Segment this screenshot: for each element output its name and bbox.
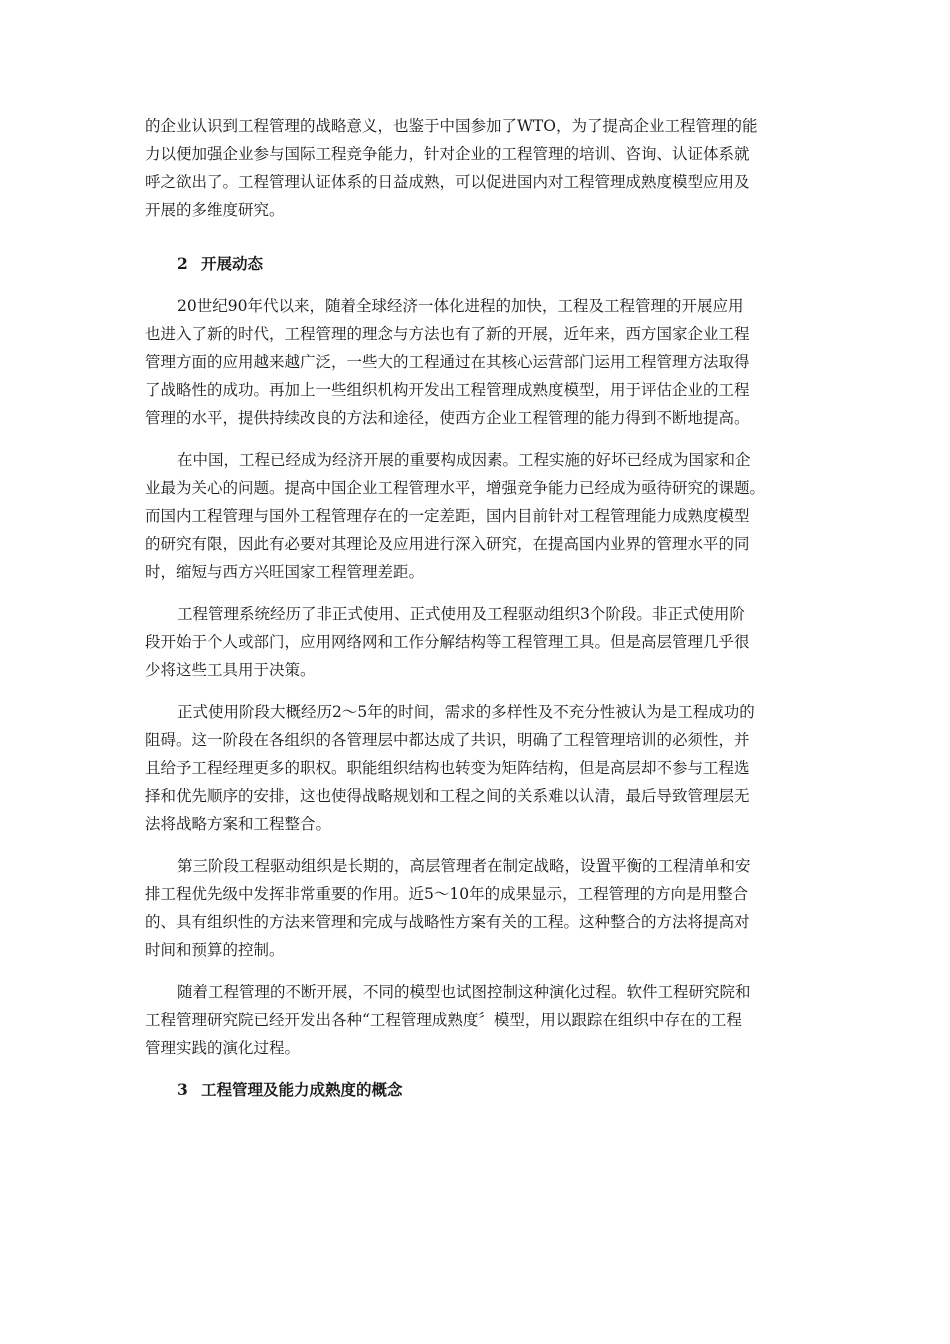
paragraph-4: 正式使用阶段大概经历2～5年的时间，需求的多样性及不充分性被认为是工程成功的 阻碍。这一阶段在各组织的各管理层中都达成了共识，明确了工程管理培训的必须性，并 且给予工程经理更多的职权。职能组织结构也转变为矩阵结构，但是高层却不参与工程选 择和优先顺序的安排，这也使得战略规划和工程之间的关系难以认清，最后导致管理层无 法将战略方案和工程整合。 xyxy=(145,703,755,833)
paragraph-intro-continuation: 的企业认识到工程管理的战略意义，也鉴于中国参加了WTO，为了提高企业工程管理的能 力以便加强企业参与国际工程竞争能力，针对企业的工程管理的培训、咨询、认证体系就 呼之欲出了。工程管理认证体系的日益成熟，可以促进国内对工程管理成熟度模型应用及 开展的多维度研究。 xyxy=(145,117,758,219)
section-title: 工程管理及能力成熟度的概念 xyxy=(201,1080,403,1099)
paragraph-5: 第三阶段工程驱动组织是长期的，高层管理者在制定战略，设置平衡的工程清单和安 排工程优先级中发挥非常重要的作用。近5～10年的成果显示，工程管理的方向是用整合 的、具有组织性的方法来管理和完成与战略性方案有关的工程。这种整合的方法将提高对 时间和预算的控制。 xyxy=(145,857,751,959)
section-title: 开展动态 xyxy=(201,254,264,273)
document-page xyxy=(145,112,805,1118)
paragraph-1: 20世纪90年代以来，随着全球经济一体化进程的加快，工程及工程管理的开展应用 也进入了新的时代，工程管理的理念与方法也有了新的开展，近年来，西方国家企业工程 管理方面的应用越来越广泛，一些大的工程通过在其核心运营部门运用工程管理方法取得 了战略性的成功。再加上一些组织机构开发出工程管理成熟度模型，用于评估企业的工程 管理的水平，提供持续改良的方法和途径，使西方企业工程管理的能力得到不断地提高。 xyxy=(145,297,750,427)
paragraph-3: 工程管理系统经历了非正式使用、正式使用及工程驱动组织3个阶段。非正式使用阶 段开始于个人或部门，应用网络网和工作分解结构等工程管理工具。但是高层管理几乎很 少将这些工具用于决策。 xyxy=(145,605,750,679)
section-heading-2 xyxy=(145,250,805,278)
section-heading-3 xyxy=(145,1076,805,1104)
section-number: 3 xyxy=(177,1080,188,1099)
paragraph-2: 在中国，工程已经成为经济开展的重要构成因素。工程实施的好坏已经成为国家和企 业最为关心的问题。提高中国企业工程管理水平，增强竞争能力已经成为亟待研究的课题。 而国内工程管理与国外工程管理存在的一定差距，国内目前针对工程管理能力成熟度模型 的研究有限，因此有必要对其理论及应用进行深入研究，在提高国内业界的管理水平的同 时，缩短与西方兴旺国家工程管理差距。 xyxy=(145,451,766,581)
paragraph-6: 随着工程管理的不断开展，不同的模型也试图控制这种演化过程。软件工程研究院和 工程管理研究院已经开发出各种“工程管理成熟度〞模型，用以跟踪在组织中存在的工程 管理实践的演化过程。 xyxy=(145,983,751,1057)
section-number: 2 xyxy=(177,254,188,273)
